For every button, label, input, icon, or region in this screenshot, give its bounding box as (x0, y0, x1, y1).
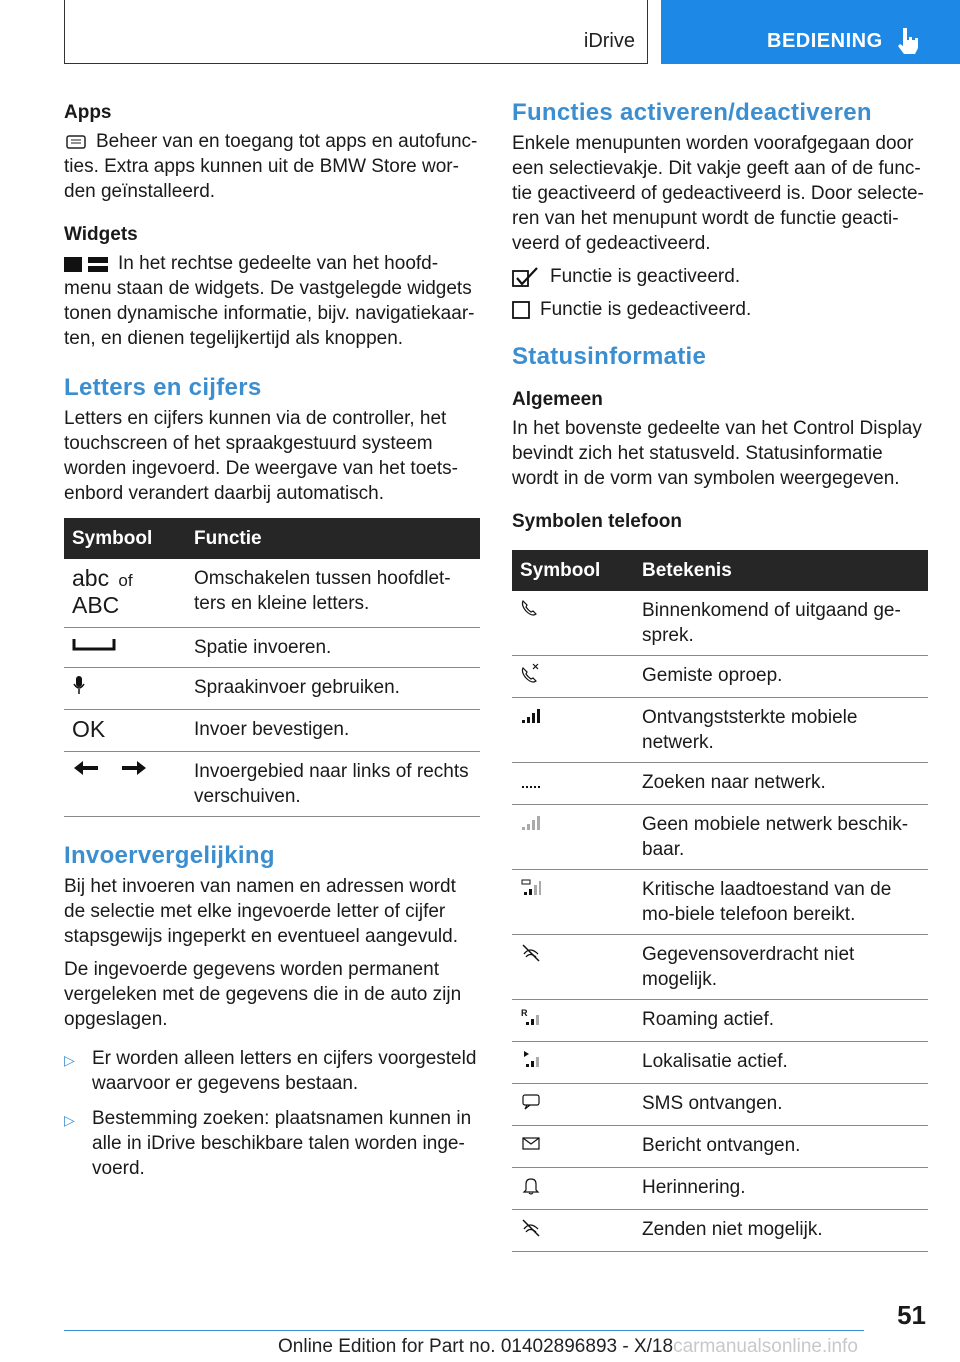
footer-rule (64, 1330, 864, 1331)
table-row (512, 591, 928, 656)
col-function: Functie (186, 518, 480, 559)
widgets-paragraph (64, 251, 480, 351)
keyboard-symbols-table (64, 518, 480, 817)
table-header (512, 550, 928, 591)
row-text: Invoer bevestigen. (186, 710, 480, 752)
header-left-box (64, 0, 648, 64)
checkbox-empty-icon (512, 300, 532, 320)
right-column (512, 100, 928, 1252)
col-symbol: Symbool (512, 550, 634, 591)
send-blocked-icon (520, 1217, 542, 1237)
general-heading: Algemeen (512, 389, 603, 410)
bullet-text: Bestemming zoeken: plaatsnamen kunnen in alle in iDrive beschikbare talen worden inge-voerd. (92, 1108, 472, 1179)
table-row (512, 763, 928, 805)
network-search-icon (520, 770, 542, 790)
triangle-bullet-icon: ▷ (64, 1052, 75, 1068)
phone-symbols-table (512, 550, 928, 1252)
widgets-heading: Widgets (64, 224, 138, 245)
ABC-symbol: ABC (72, 592, 120, 618)
col-meaning: Betekenis (634, 550, 928, 591)
compare-p2: De ingevoerde gegevens worden permanent vergeleken met de gegevens die in de auto zijn opgeslagen. (64, 959, 462, 1030)
apps-icon (64, 133, 88, 151)
functions-text: Enkele menupunten worden voorafgegaan door een selectievakje. Dit vakje geeft aan of de func-tie geactiveerd of gedeactiveerd is. Door selecte-ren van het menupunt wordt de functie geacti-veerd of gedeactiveerd. (512, 133, 924, 254)
row-text: Herinnering. (634, 1168, 928, 1210)
header-section-title: iDrive (583, 30, 635, 52)
phone-symbols-heading: Symbolen telefoon (512, 511, 682, 532)
sms-icon (520, 1091, 542, 1111)
table-row (512, 698, 928, 763)
or-word: of (118, 571, 133, 590)
watermark-text: carmanualsonline.info (673, 1336, 858, 1357)
battery-critical-icon (520, 877, 542, 897)
svg-text:R: R (521, 1008, 528, 1018)
apps-heading: Apps (64, 102, 112, 123)
edition-text: Online Edition for Part no. 01402896893 - X/18 (278, 1336, 674, 1357)
table-row (64, 628, 480, 668)
compare-p1: Bij het invoeren van namen en adressen wordt de selectie met elke ingevoerde letter of cijfer stapsgewijs ingeperkt en eventueel aangevuld. (64, 876, 458, 947)
letters-text: Letters en cijfers kunnen via de controller, het touchscreen of het spraakgestuurd systeem worden ingevoerd. De weergave van het toets-enbord verandert daarbij automatisch. (64, 408, 458, 504)
row-text: Gemiste oproep. (634, 656, 928, 698)
functions-heading: Functies activeren/deactiveren (512, 99, 872, 126)
row-text: Spraakinvoer gebruiken. (186, 668, 480, 710)
left-column (64, 100, 480, 1191)
arrow-left-right-icon (72, 759, 152, 777)
row-text: Invoergebied naar links of rechts verschuiven. (186, 752, 480, 817)
roaming-icon (520, 1007, 542, 1027)
ok-symbol: OK (72, 716, 106, 742)
bell-icon (520, 1175, 542, 1195)
row-text: Roaming actief. (634, 1000, 928, 1042)
deactivated-line (512, 297, 928, 322)
table-row (512, 805, 928, 870)
row-text: Ontvangststerkte mobiele netwerk. (634, 698, 928, 763)
space-bar-icon (72, 635, 116, 653)
row-text: Geen mobiele netwerk beschik-baar. (634, 805, 928, 870)
compare-heading: Invoervergelijking (64, 842, 275, 869)
table-row (512, 1042, 928, 1084)
checkbox-checked-icon (512, 267, 542, 287)
apps-paragraph (64, 129, 480, 204)
table-row (512, 1168, 928, 1210)
location-icon (520, 1049, 542, 1069)
table-row (512, 1210, 928, 1252)
row-text: Kritische laadtoestand van de mo-biele telefoon bereikt. (634, 870, 928, 935)
no-network-icon (520, 812, 542, 832)
table-row (512, 870, 928, 935)
status-heading: Statusinformatie (512, 343, 707, 370)
widgets-text: In het rechtse gedeelte van het hoofd-menu staan de widgets. De vastgelegde widgets tonen dynamische informatie, bijv. navigatiekaar-ten, en dienen tegelijkertijd als knoppen. (64, 253, 475, 349)
table-row (512, 656, 928, 698)
widgets-icon (64, 255, 110, 273)
table-row (64, 710, 480, 752)
table-row (512, 1126, 928, 1168)
row-text: Zenden niet mogelijk. (634, 1210, 928, 1252)
list-item (64, 1046, 480, 1096)
row-text: Bericht ontvangen. (634, 1126, 928, 1168)
no-data-icon (520, 942, 542, 962)
activated-text: Functie is geactiveerd. (550, 266, 741, 287)
row-text: SMS ontvangen. (634, 1084, 928, 1126)
table-header (64, 518, 480, 559)
missed-call-icon (520, 663, 542, 683)
triangle-bullet-icon: ▷ (64, 1112, 75, 1128)
list-item (64, 1106, 480, 1181)
pointing-hand-icon (895, 26, 921, 56)
table-row (64, 559, 480, 628)
table-row (64, 668, 480, 710)
table-row (512, 935, 928, 1000)
row-text: Omschakelen tussen hoofdlet-ters en kleine letters. (186, 559, 480, 628)
row-text: Lokalisatie actief. (634, 1042, 928, 1084)
microphone-icon (72, 675, 86, 695)
table-row (64, 752, 480, 817)
table-row (512, 1000, 928, 1042)
bullet-text: Er worden alleen letters en cijfers voorgesteld waarvoor er gegevens bestaan. (92, 1048, 477, 1094)
row-text: Spatie invoeren. (186, 628, 480, 668)
phone-call-icon (520, 598, 542, 618)
mail-icon (520, 1133, 542, 1153)
col-symbol: Symbool (64, 518, 186, 559)
apps-text: Beheer van en toegang tot apps en autofunc-ties. Extra apps kunnen uit de BMW Store wor-den geïnstalleerd. (64, 131, 478, 202)
header-right-tab (661, 0, 960, 64)
footer-edition (278, 1336, 858, 1358)
row-text: Gegevensoverdracht niet mogelijk. (634, 935, 928, 1000)
row-text: Zoeken naar netwerk. (634, 763, 928, 805)
general-text: In het bovenste gedeelte van het Control Display bevindt zich het statusveld. Statusinformatie wordt in de vorm van symbolen weergegeven. (512, 418, 922, 489)
page-number: 51 (897, 1300, 926, 1330)
deactivated-text: Functie is gedeactiveerd. (540, 299, 752, 320)
table-row (512, 1084, 928, 1126)
signal-strength-icon (520, 705, 542, 725)
abc-symbol: abc (72, 565, 110, 591)
letters-heading: Letters en cijfers (64, 374, 262, 401)
activated-line (512, 264, 928, 289)
row-text: Binnenkomend of uitgaand ge-sprek. (634, 591, 928, 656)
header-chapter-title: BEDIENING (767, 30, 883, 52)
